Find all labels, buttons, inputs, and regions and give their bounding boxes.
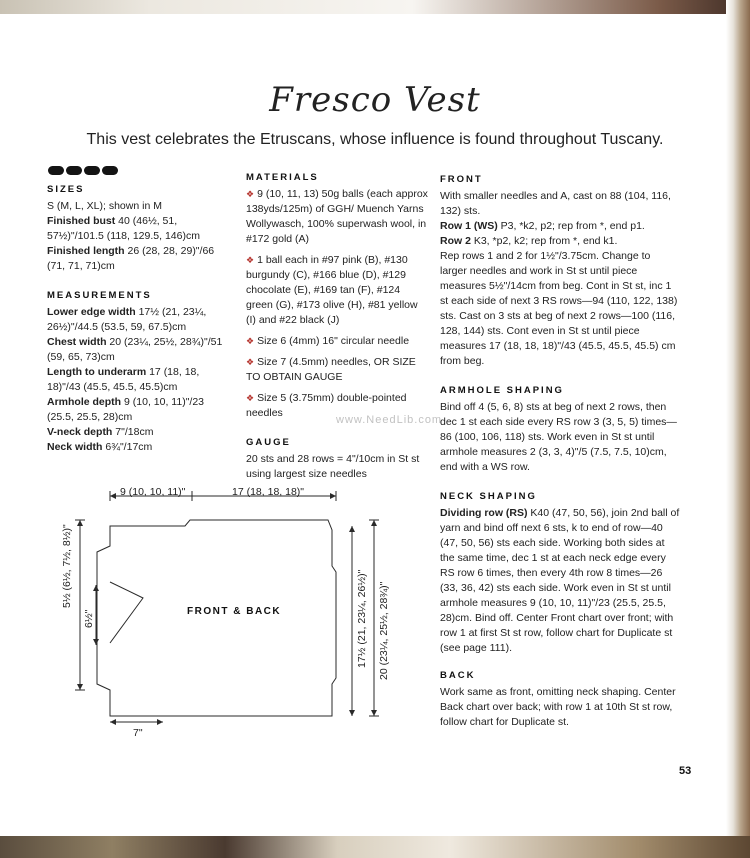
finished-bust-value: 40 (46½, 51, 57½)"/101.5 (118, 129.5, 146)cm	[47, 215, 200, 242]
back-heading: BACK	[440, 670, 476, 681]
front-row-1: Row 1 (WS) P3, *k2, p2; rep from *, end p1.	[440, 220, 645, 232]
sizes-heading: SIZES	[47, 184, 85, 195]
dim-label-top-right: 17 (18, 18, 18)"	[232, 486, 305, 498]
measurement-value: 7"/18cm	[115, 426, 154, 438]
material-item: ❖ 9 (10, 11, 13) 50g balls (each approx 138yds/125m) of GGH/ Muench Yarns Wollywasch, 100% superwash wool, in #172 gold (A)	[246, 188, 428, 245]
measurement-value: 17½ (21, 23¼, 26½)"/44.5 (53.5, 59, 67.5)cm	[47, 306, 207, 333]
page-number: 53	[679, 765, 692, 777]
dim-label-right-outer: 20 (23¼, 25½, 28¾)"	[378, 581, 390, 680]
finished-length-value: 26 (28, 28, 29)"/66 (71, 71, 71)cm	[47, 245, 215, 272]
page-title: Fresco Vest	[269, 80, 481, 120]
diamond-bullet-icon: ❖	[246, 393, 255, 403]
material-item: ❖ Size 7 (4.5mm) needles, OR SIZE TO OBTAIN GAUGE	[246, 356, 416, 383]
measurement-label: Length to underarm	[47, 366, 147, 378]
diamond-bullet-icon: ❖	[246, 189, 255, 199]
armhole-heading: ARMHOLE SHAPING	[440, 385, 564, 396]
materials-heading: MATERIALS	[246, 172, 319, 183]
dim-label-left-outer: 5½ (6½, 7½, 8½)"	[61, 524, 73, 608]
front-intro: With smaller needles and A, cast on 88 (104, 116, 132) sts.	[440, 190, 671, 217]
measurements-heading: MEASUREMENTS	[47, 290, 152, 301]
measurement-label: Chest width	[47, 336, 107, 348]
page-subtitle: This vest celebrates the Etruscans, whose influence is found throughout Tuscany.	[86, 131, 664, 148]
diamond-bullet-icon: ❖	[246, 336, 255, 346]
diamond-bullet-icon: ❖	[246, 255, 255, 265]
front-rest: Rep rows 1 and 2 for 1½"/3.75cm. Change to larger needles and work in St st until piece measures 5½"/14cm from beg. Cont in St st, inc 1 st each side of next 3 RS rows—94 (110, 122, 138) sts. Cast on 3 sts at beg of next 2 rows—100 (116, 128, 144) sts. Cont even in St st until piece measures 17 (18, 18, 18)"/43 (45.5, 45.5, 45.5) cm from beg.	[440, 250, 678, 367]
material-item: ❖ Size 5 (3.75mm) double-pointed needles	[246, 392, 407, 419]
measurement-label: Lower edge width	[47, 306, 136, 318]
back-text: Work same as front, omitting neck shaping. Center Back chart over back; with row 1 at 10th St st row, follow chart for Duplicate st.	[440, 686, 676, 728]
dim-label-right-inner: 17½ (21, 23¼, 26½)"	[356, 569, 368, 668]
dim-label-left-inner: 6½"	[83, 609, 95, 628]
sizes-shown: S (M, L, XL); shown in M	[47, 200, 162, 212]
material-item: ❖ 1 ball each in #97 pink (B), #130 burgundy (C), #166 blue (D), #129 chocolate (E), #169 tan (F), #124 green (G), #173 olive (H), #81 yellow (I) and #22 black (J)	[246, 254, 418, 326]
measurement-label: Neck width	[47, 441, 103, 453]
measurement-label: V-neck depth	[47, 426, 113, 438]
measurement-value: 9 (10, 10, 11)"/23 (25.5, 25.5, 28)cm	[47, 396, 205, 423]
dim-label-bottom: 7"	[133, 727, 143, 739]
neck-text: Dividing row (RS) K40 (47, 50, 56), join 2nd ball of yarn and bind off next 6 sts, k to end of row—40 (47, 50, 56) sts each side. Working both sides at the same time, dec 1 st at each neck edge every RS row 6 times, then every 4th row 8 times—26 (33, 36, 42) sts each side. Work even in St st until armhole measures 9 (10, 10, 11)"/23 (25.5, 25.5, 28)cm. Bind off. Center Front chart over front; with row 1 at first St st row, follow chart for Duplicate st (see page 111).	[440, 507, 680, 654]
gauge-text: 20 sts and 28 rows = 4"/10cm in St st using largest size needles	[246, 453, 420, 480]
watermark: www.NeedLib.com	[336, 414, 443, 426]
diagram-label: FRONT & BACK	[187, 606, 282, 617]
diamond-bullet-icon: ❖	[246, 357, 255, 367]
v-neck-outline	[110, 582, 143, 643]
dim-label-top-left: 9 (10, 10, 11)"	[120, 486, 186, 498]
measurement-label: Armhole depth	[47, 396, 122, 408]
finished-bust-label: Finished bust	[47, 215, 116, 227]
front-row-2: Row 2 K3, *p2, k2; rep from *, end k1.	[440, 235, 618, 247]
measurement-value: 20 (23¼, 25½, 28¾)"/51 (59, 65, 73)cm	[47, 336, 223, 363]
measurement-value: 17 (18, 18, 18)"/43 (45.5, 45.5, 45.5)cm	[47, 366, 200, 393]
armhole-text: Bind off 4 (5, 6, 8) sts at beg of next 2 rows, then dec 1 st each side every RS row 3 (3, 5, 5) times—86 (100, 106, 118) sts. Work even in St st until armhole measures 2 (3, 3, 4)"/5 (7.5, 7.5, 10)cm, end with a WS row.	[440, 401, 677, 473]
finished-length-label: Finished length	[47, 245, 125, 257]
front-heading: FRONT	[440, 174, 483, 185]
material-item: ❖ Size 6 (4mm) 16" circular needle	[246, 335, 410, 347]
neck-heading: NECK SHAPING	[440, 491, 537, 502]
garment-outline	[97, 520, 336, 716]
gauge-heading: GAUGE	[246, 437, 291, 448]
measurement-value: 6¾"/17cm	[105, 441, 153, 453]
